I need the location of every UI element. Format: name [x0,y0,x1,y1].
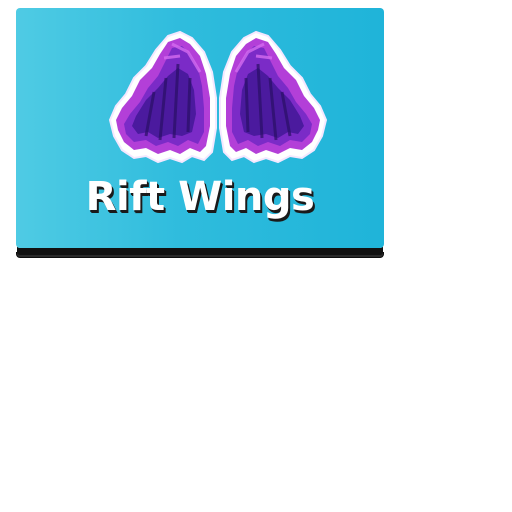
item-card[interactable] [16,8,384,248]
right-wing [220,32,326,162]
wings-icon [108,28,328,168]
item-name: Rift Wings [85,174,315,220]
card-base-shadow [16,252,384,258]
left-wing [110,32,216,162]
